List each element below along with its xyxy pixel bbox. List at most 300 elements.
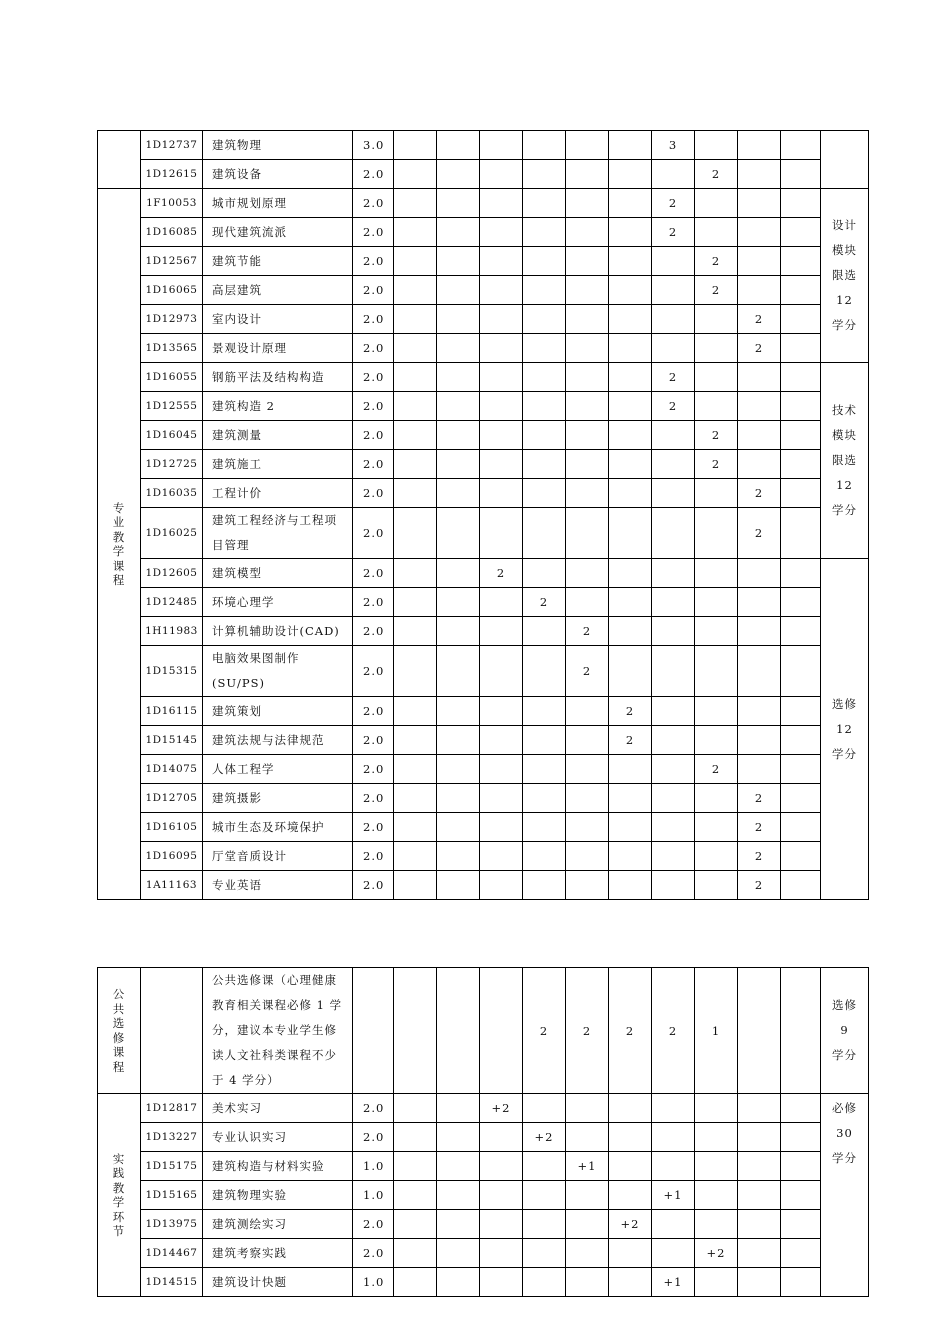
table-row [98, 218, 869, 247]
course-name: 公共选修课（心理健康教育相关课程必修 1 学分，建议本专业学生修读人文社科类课程不少于 4 学分） [203, 968, 353, 1094]
semester-hours [738, 588, 781, 617]
semester-hours [480, 1239, 523, 1268]
course-name: 建筑策划 [203, 697, 353, 726]
course-code: 1D13565 [141, 334, 203, 363]
semester-hours [480, 334, 523, 363]
course-credit: 2.0 [353, 479, 394, 508]
semester-hours [437, 247, 480, 276]
semester-hours [437, 450, 480, 479]
semester-hours [437, 363, 480, 392]
semester-hours [738, 131, 781, 160]
semester-hours [652, 755, 695, 784]
semester-hours: 2 [652, 218, 695, 247]
semester-hours [437, 160, 480, 189]
semester-hours [652, 1239, 695, 1268]
semester-hours [394, 276, 437, 305]
category-practice [98, 1094, 141, 1297]
semester-hours [523, 508, 566, 559]
category-specialized [98, 189, 141, 900]
table-row [98, 646, 869, 697]
semester-hours [781, 588, 821, 617]
semester-hours [480, 1210, 523, 1239]
semester-hours [695, 1181, 738, 1210]
semester-hours: 2 [566, 646, 609, 697]
semester-hours [566, 1123, 609, 1152]
course-code: 1D16055 [141, 363, 203, 392]
semester-hours [437, 392, 480, 421]
semester-hours [695, 813, 738, 842]
semester-hours [609, 160, 652, 189]
semester-hours [437, 421, 480, 450]
semester-hours [566, 450, 609, 479]
semester-hours: 2 [523, 588, 566, 617]
course-name: 建筑施工 [203, 450, 353, 479]
semester-hours [523, 842, 566, 871]
semester-hours [566, 160, 609, 189]
semester-hours [652, 1094, 695, 1123]
course-code: 1D13227 [141, 1123, 203, 1152]
semester-hours [523, 813, 566, 842]
semester-hours [566, 755, 609, 784]
table-row [98, 1210, 869, 1239]
course-code: 1D13975 [141, 1210, 203, 1239]
semester-hours [609, 392, 652, 421]
semester-hours [394, 392, 437, 421]
semester-hours [652, 726, 695, 755]
semester-hours [437, 784, 480, 813]
semester-hours [566, 1239, 609, 1268]
semester-hours [523, 1268, 566, 1297]
semester-hours [437, 1181, 480, 1210]
semester-hours [566, 1094, 609, 1123]
course-code: 1D16025 [141, 508, 203, 559]
semester-hours [781, 646, 821, 697]
course-code: 1F10053 [141, 189, 203, 218]
semester-hours: 3 [652, 131, 695, 160]
semester-hours [566, 131, 609, 160]
semester-hours: 2 [695, 276, 738, 305]
semester-hours [480, 784, 523, 813]
semester-hours [480, 131, 523, 160]
semester-hours [523, 160, 566, 189]
semester-hours [523, 363, 566, 392]
course-code: 1H11983 [141, 617, 203, 646]
semester-hours [394, 334, 437, 363]
course-credit: 2.0 [353, 697, 394, 726]
semester-hours [480, 697, 523, 726]
semester-hours: 2 [738, 813, 781, 842]
semester-hours [695, 189, 738, 218]
semester-hours [695, 697, 738, 726]
semester-hours [394, 189, 437, 218]
semester-hours [523, 479, 566, 508]
course-code: 1D15175 [141, 1152, 203, 1181]
semester-hours [738, 189, 781, 218]
course-credit: 3.0 [353, 131, 394, 160]
semester-hours [781, 559, 821, 588]
table-row [98, 842, 869, 871]
note-blank [821, 131, 869, 189]
semester-hours [394, 842, 437, 871]
table-row [98, 479, 869, 508]
course-name: 建筑模型 [203, 559, 353, 588]
semester-hours [394, 755, 437, 784]
table-row [98, 726, 869, 755]
semester-hours [437, 189, 480, 218]
semester-hours: 2 [695, 247, 738, 276]
semester-hours [480, 421, 523, 450]
course-credit: 2.0 [353, 189, 394, 218]
category-public-elective [98, 968, 141, 1094]
semester-hours [480, 1152, 523, 1181]
table-row [98, 1094, 869, 1123]
semester-hours [523, 421, 566, 450]
semester-hours [738, 617, 781, 646]
semester-hours [781, 421, 821, 450]
note-public-elective: 选修 9 学分 [821, 968, 869, 1094]
semester-hours [437, 842, 480, 871]
semester-hours [394, 508, 437, 559]
semester-hours [652, 160, 695, 189]
course-credit: 2.0 [353, 450, 394, 479]
semester-hours [566, 218, 609, 247]
semester-hours: 2 [652, 189, 695, 218]
semester-hours [394, 646, 437, 697]
semester-hours: 2 [738, 334, 781, 363]
semester-hours [695, 559, 738, 588]
course-name: 建筑物理 [203, 131, 353, 160]
semester-hours [652, 697, 695, 726]
semester-hours [394, 131, 437, 160]
semester-hours [437, 871, 480, 900]
semester-hours [609, 363, 652, 392]
semester-hours [652, 276, 695, 305]
table-row [98, 1181, 869, 1210]
semester-hours: +1 [652, 1181, 695, 1210]
semester-hours: +1 [566, 1152, 609, 1181]
semester-hours [480, 363, 523, 392]
course-name: 高层建筑 [203, 276, 353, 305]
semester-hours [394, 726, 437, 755]
course-credit: 2.0 [353, 871, 394, 900]
course-name: 环境心理学 [203, 588, 353, 617]
semester-hours [437, 1268, 480, 1297]
semester-hours: 2 [738, 871, 781, 900]
semester-hours [394, 1239, 437, 1268]
semester-hours [566, 726, 609, 755]
semester-hours [566, 697, 609, 726]
semester-hours [781, 617, 821, 646]
semester-hours: 2 [566, 968, 609, 1094]
semester-hours [652, 334, 695, 363]
table-row [98, 588, 869, 617]
course-credit: 2.0 [353, 755, 394, 784]
semester-hours: 2 [609, 968, 652, 1094]
semester-hours [609, 1239, 652, 1268]
category-label: 实践教学环节 [112, 1151, 126, 1238]
course-credit: 2.0 [353, 421, 394, 450]
semester-hours [480, 588, 523, 617]
semester-hours [738, 559, 781, 588]
semester-hours [437, 334, 480, 363]
semester-hours [738, 1210, 781, 1239]
course-credit: 2.0 [353, 617, 394, 646]
semester-hours [394, 968, 437, 1094]
semester-hours [695, 479, 738, 508]
semester-hours [609, 131, 652, 160]
course-code: 1D12817 [141, 1094, 203, 1123]
semester-hours [523, 559, 566, 588]
semester-hours [609, 218, 652, 247]
table-row [98, 276, 869, 305]
semester-hours [652, 588, 695, 617]
semester-hours: +1 [652, 1268, 695, 1297]
semester-hours [695, 218, 738, 247]
course-name: 室内设计 [203, 305, 353, 334]
semester-hours [781, 842, 821, 871]
semester-hours [781, 1239, 821, 1268]
course-credit: 2.0 [353, 247, 394, 276]
semester-hours [781, 363, 821, 392]
course-code: 1D12737 [141, 131, 203, 160]
course-name: 建筑构造 2 [203, 392, 353, 421]
course-name: 工程计价 [203, 479, 353, 508]
semester-hours [695, 363, 738, 392]
semester-hours: 2 [738, 508, 781, 559]
semester-hours [394, 588, 437, 617]
course-code: 1D16065 [141, 276, 203, 305]
table-row [98, 189, 869, 218]
course-name: 建筑工程经济与工程项目管理 [203, 508, 353, 559]
semester-hours: 2 [695, 450, 738, 479]
semester-hours [394, 559, 437, 588]
semester-hours [566, 842, 609, 871]
semester-hours [652, 1152, 695, 1181]
semester-hours [437, 968, 480, 1094]
semester-hours [480, 968, 523, 1094]
semester-hours [781, 508, 821, 559]
semester-hours [437, 813, 480, 842]
semester-hours [394, 363, 437, 392]
semester-hours: 2 [652, 392, 695, 421]
semester-hours [394, 479, 437, 508]
semester-hours [480, 392, 523, 421]
semester-hours [566, 559, 609, 588]
semester-hours [523, 305, 566, 334]
table-row [98, 1268, 869, 1297]
semester-hours [738, 160, 781, 189]
semester-hours [480, 189, 523, 218]
semester-hours [480, 276, 523, 305]
course-name: 人体工程学 [203, 755, 353, 784]
semester-hours [609, 1094, 652, 1123]
semester-hours [437, 1152, 480, 1181]
semester-hours [781, 968, 821, 1094]
table-row [98, 450, 869, 479]
semester-hours [738, 421, 781, 450]
semester-hours [652, 813, 695, 842]
semester-hours [695, 646, 738, 697]
semester-hours [566, 1210, 609, 1239]
semester-hours [437, 131, 480, 160]
semester-hours [738, 1239, 781, 1268]
semester-hours: +2 [609, 1210, 652, 1239]
semester-hours [738, 392, 781, 421]
table-row [98, 392, 869, 421]
course-credit: 2.0 [353, 842, 394, 871]
semester-hours: +2 [523, 1123, 566, 1152]
semester-hours: 2 [695, 755, 738, 784]
semester-hours [781, 813, 821, 842]
semester-hours [480, 646, 523, 697]
course-credit: 2.0 [353, 646, 394, 697]
semester-hours [480, 842, 523, 871]
semester-hours [652, 421, 695, 450]
semester-hours [523, 697, 566, 726]
semester-hours [566, 305, 609, 334]
semester-hours [781, 726, 821, 755]
semester-hours [480, 726, 523, 755]
semester-hours [394, 1094, 437, 1123]
note-design-module: 设计 模块 限选 12 学分 [821, 189, 869, 363]
semester-hours [695, 726, 738, 755]
semester-hours [394, 160, 437, 189]
semester-hours [437, 1239, 480, 1268]
course-credit: 2.0 [353, 726, 394, 755]
course-credit: 2.0 [353, 392, 394, 421]
semester-hours [695, 334, 738, 363]
table-row [98, 968, 869, 1094]
semester-hours [652, 784, 695, 813]
semester-hours [566, 784, 609, 813]
semester-hours [652, 305, 695, 334]
semester-hours [523, 218, 566, 247]
semester-hours: 2 [566, 617, 609, 646]
semester-hours [394, 1268, 437, 1297]
semester-hours: 2 [652, 968, 695, 1094]
course-credit: 2.0 [353, 334, 394, 363]
semester-hours [437, 1123, 480, 1152]
semester-hours [394, 305, 437, 334]
table-row [98, 334, 869, 363]
semester-hours [652, 247, 695, 276]
course-credit: 2.0 [353, 588, 394, 617]
table-row [98, 305, 869, 334]
semester-hours [566, 189, 609, 218]
semester-hours: 2 [738, 784, 781, 813]
semester-hours [394, 871, 437, 900]
semester-hours [781, 392, 821, 421]
semester-hours [480, 305, 523, 334]
semester-hours [738, 726, 781, 755]
course-credit: 2.0 [353, 363, 394, 392]
semester-hours [523, 334, 566, 363]
semester-hours [523, 131, 566, 160]
course-code: 1D12605 [141, 559, 203, 588]
semester-hours [738, 755, 781, 784]
table-row [98, 1123, 869, 1152]
table-row [98, 363, 869, 392]
semester-hours [609, 1152, 652, 1181]
course-credit: 1.0 [353, 1181, 394, 1210]
semester-hours: 2 [523, 968, 566, 1094]
semester-hours: 2 [738, 842, 781, 871]
semester-hours [781, 305, 821, 334]
course-name: 城市规划原理 [203, 189, 353, 218]
semester-hours [394, 617, 437, 646]
course-credit: 1.0 [353, 1268, 394, 1297]
semester-hours [480, 871, 523, 900]
course-credit: 2.0 [353, 813, 394, 842]
course-code: 1D16045 [141, 421, 203, 450]
category-label: 专业教学课程 [112, 500, 126, 587]
semester-hours [652, 646, 695, 697]
semester-hours [609, 1268, 652, 1297]
semester-hours [394, 1152, 437, 1181]
semester-hours [738, 1094, 781, 1123]
table-row [98, 559, 869, 588]
semester-hours [609, 334, 652, 363]
course-name: 计算机辅助设计(CAD) [203, 617, 353, 646]
semester-hours [480, 755, 523, 784]
semester-hours [609, 559, 652, 588]
semester-hours [781, 218, 821, 247]
course-credit: 2.0 [353, 1094, 394, 1123]
note-practice: 必修 30 学分 [821, 1094, 869, 1297]
semester-hours [609, 450, 652, 479]
table-row [98, 1152, 869, 1181]
semester-hours [523, 726, 566, 755]
semester-hours [609, 617, 652, 646]
course-name: 建筑节能 [203, 247, 353, 276]
course-table-specialized [97, 130, 869, 900]
course-name: 城市生态及环境保护 [203, 813, 353, 842]
semester-hours [437, 276, 480, 305]
semester-hours [394, 1210, 437, 1239]
table-row [98, 755, 869, 784]
semester-hours [566, 247, 609, 276]
course-code: 1D14075 [141, 755, 203, 784]
course-name: 建筑设备 [203, 160, 353, 189]
course-credit: 2.0 [353, 218, 394, 247]
semester-hours [781, 1268, 821, 1297]
table-row [98, 131, 869, 160]
semester-hours [480, 617, 523, 646]
semester-hours [652, 450, 695, 479]
semester-hours [652, 617, 695, 646]
course-code: 1D12485 [141, 588, 203, 617]
semester-hours [781, 755, 821, 784]
course-code: 1D16115 [141, 697, 203, 726]
course-code: 1D16035 [141, 479, 203, 508]
semester-hours [523, 755, 566, 784]
semester-hours [695, 392, 738, 421]
semester-hours [480, 1181, 523, 1210]
semester-hours [523, 450, 566, 479]
course-name: 建筑法规与法律规范 [203, 726, 353, 755]
semester-hours [523, 1210, 566, 1239]
semester-hours [523, 392, 566, 421]
course-code: 1D12725 [141, 450, 203, 479]
semester-hours [437, 305, 480, 334]
semester-hours [609, 813, 652, 842]
table-row [98, 421, 869, 450]
semester-hours [738, 1268, 781, 1297]
semester-hours [566, 479, 609, 508]
semester-hours [437, 1210, 480, 1239]
semester-hours [566, 392, 609, 421]
course-name: 美术实习 [203, 1094, 353, 1123]
